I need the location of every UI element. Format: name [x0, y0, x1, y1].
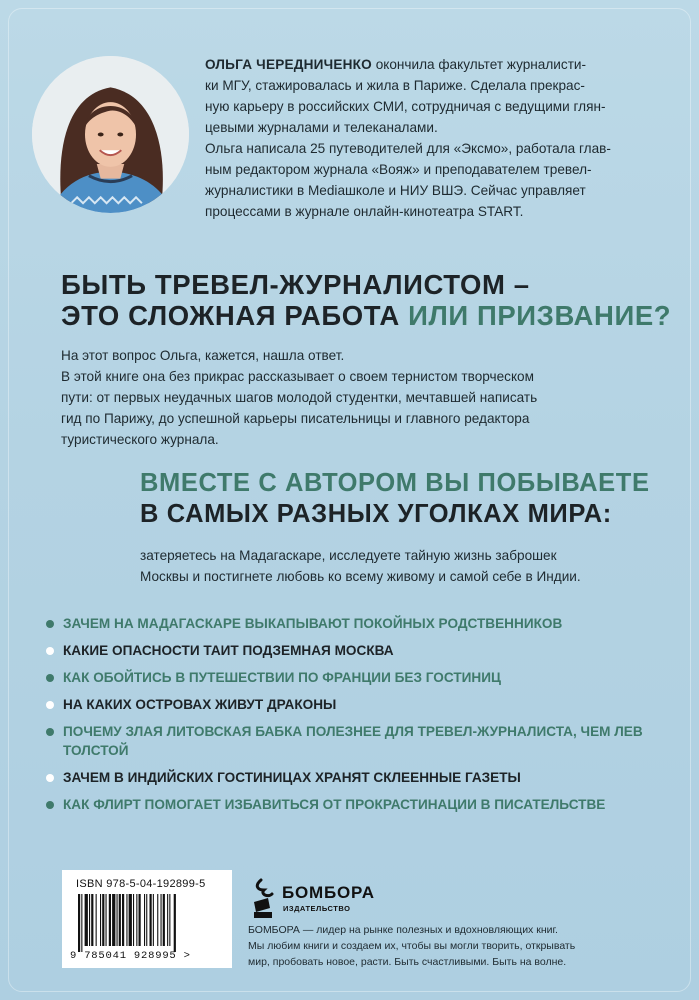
bio-line-5: Ольга написала 25 путеводителей для «Эксмо», работала глав- [205, 141, 611, 156]
barcode-bars [76, 894, 218, 952]
bullet-icon [46, 801, 54, 809]
bio-line-6: ным редактором журнала «Вояж» и преподавателем тревел- [205, 162, 592, 177]
intro-line-4: гид по Парижу, до успешной карьеры писательницы и главного редактора [61, 411, 530, 426]
bio-line-4: цевыми журналами и телеканалами. [205, 120, 438, 135]
headline-accent: ИЛИ ПРИЗВАНИЕ? [408, 300, 672, 331]
question-item [46, 695, 676, 714]
bio-line-7: журналистики в Mediaшколе и НИУ ВШЭ. Сейчас управляет [205, 183, 586, 198]
question-item [46, 641, 676, 660]
question-text: ПОЧЕМУ ЗЛАЯ ЛИТОВСКАЯ БАБКА ПОЛЕЗНЕЕ ДЛЯ ТРЕВЕЛ-ЖУРНАЛИСТА, ЧЕМ ЛЕВ ТОЛСТОЙ [63, 724, 643, 758]
question-text: КАКИЕ ОПАСНОСТИ ТАИТ ПОДЗЕМНАЯ МОСКВА [63, 643, 394, 658]
question-item [46, 722, 676, 760]
publisher-brand: БОМБОРА [282, 883, 375, 902]
question-text: КАК ОБОЙТИСЬ В ПУТЕШЕСТВИИ ПО ФРАНЦИИ БЕЗ ГОСТИНИЦ [63, 670, 501, 685]
bio-line-3: ную карьеру в российских СМИ, сотрудничая с ведущими глян- [205, 99, 606, 114]
subheadline-line-1: ВМЕСТЕ С АВТОРОМ ВЫ ПОБЫВАЕТЕ [140, 469, 650, 497]
question-text: НА КАКИХ ОСТРОВАХ ЖИВУТ ДРАКОНЫ [63, 697, 337, 712]
bullet-icon [46, 774, 54, 782]
question-item [46, 795, 676, 814]
question-text: ЗАЧЕМ В ИНДИЙСКИХ ГОСТИНИЦАХ ХРАНЯТ СКЛЕЕННЫЕ ГАЗЕТЫ [63, 770, 521, 785]
barcode-digits: 9 785041 928995 > [70, 950, 191, 962]
bio-line-8: процессами в журнале онлайн-кинотеатра START. [205, 204, 524, 219]
intro-line-1: На этот вопрос Ольга, кажется, нашла ответ. [61, 348, 345, 363]
question-item [46, 768, 676, 787]
bio-line-2: ки МГУ, стажировалась и жила в Париже. Сделала прекрас- [205, 78, 585, 93]
bullet-icon [46, 674, 54, 682]
publisher-description [248, 922, 668, 970]
question-item [46, 668, 676, 687]
question-list [46, 614, 676, 822]
publisher-logo [248, 878, 378, 922]
together-paragraph [140, 545, 680, 587]
headline-line-2: ЭТО СЛОЖНАЯ РАБОТА ИЛИ ПРИЗВАНИЕ? [61, 300, 672, 331]
barcode-icon [76, 894, 218, 952]
together-line-2: Москвы и постигнете любовь ко всему живому и самой себе в Индии. [140, 569, 581, 584]
question-text: КАК ФЛИРТ ПОМОГАЕТ ИЗБАВИТЬСЯ ОТ ПРОКРАСТИНАЦИИ В ПИСАТЕЛЬСТВЕ [63, 797, 606, 812]
author-portrait-image [32, 56, 189, 213]
publisher-line-1: БОМБОРА — лидер на рынке полезных и вдохновляющих книг. [248, 924, 558, 936]
publisher-sub: ИЗДАТЕЛЬСТВО [283, 904, 351, 913]
bullet-icon [46, 701, 54, 709]
question-item [46, 614, 676, 633]
intro-line-3: пути: от первых неудачных шагов молодой студентки, мечтавшей написать [61, 390, 538, 405]
bullet-icon [46, 728, 54, 736]
author-bio [205, 54, 667, 222]
barcode-area [62, 870, 232, 968]
author-photo [32, 56, 189, 213]
intro-line-2: В этой книге она без прикрас рассказывает о своем тернистом творческом [61, 369, 534, 384]
together-line-1: затеряетесь на Мадагаскаре, исследуете тайную жизнь заброшек [140, 548, 557, 563]
intro-line-5: туристического журнала. [61, 432, 219, 447]
author-name: ОЛЬГА ЧЕРЕДНИЧЕНКО [205, 57, 372, 72]
isbn-label: ISBN 978-5-04-192899-5 [76, 878, 206, 890]
bullet-icon [46, 620, 54, 628]
question-text: ЗАЧЕМ НА МАДАГАСКАРЕ ВЫКАПЫВАЮТ ПОКОЙНЫХ РОДСТВЕННИКОВ [63, 616, 563, 631]
publisher-logo-icon [248, 878, 278, 920]
bio-line-1: окончила факультет журналисти- [371, 57, 587, 72]
publisher-line-3: мир, пробовать новое, расти. Быть счастливыми. Быть на волне. [248, 956, 567, 968]
bullet-icon [46, 647, 54, 655]
subheadline-line-2: В САМЫХ РАЗНЫХ УГОЛКАХ МИРА: [140, 500, 612, 528]
publisher-line-2: Мы любим книги и создаем их, чтобы вы могли творить, открывать [248, 940, 576, 952]
intro-paragraph [61, 345, 641, 450]
headline-line-1: БЫТЬ ТРЕВЕЛ-ЖУРНАЛИСТОМ – [61, 269, 530, 300]
